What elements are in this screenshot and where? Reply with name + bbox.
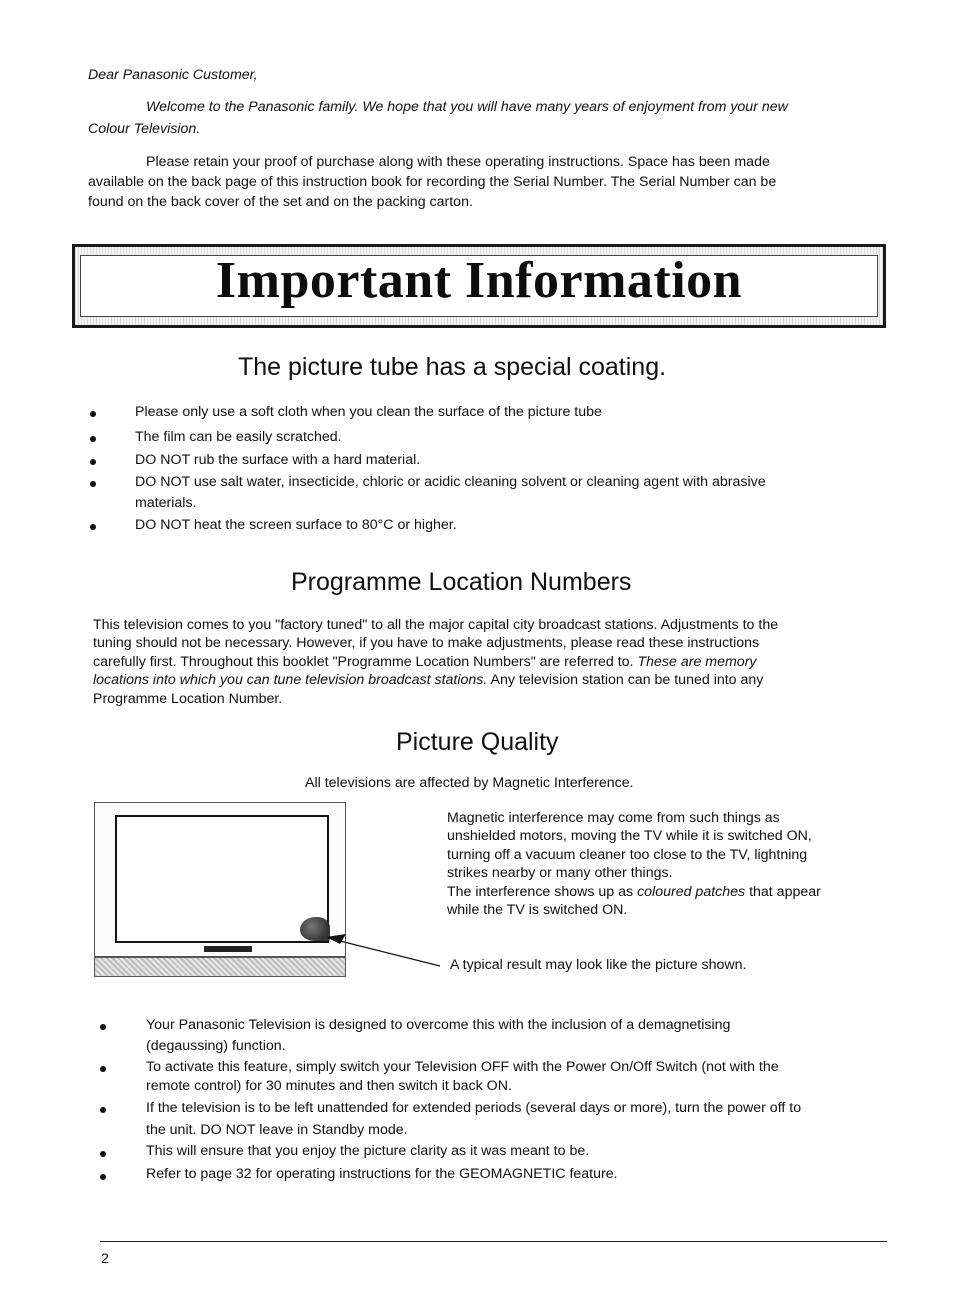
degauss-bullet-3: If the television is to be left unattended for extended periods (several days or more), turn the power off to xyxy=(146,1100,802,1116)
quality-line-5-italic: coloured patches xyxy=(637,884,746,900)
programme-line-3 xyxy=(93,653,757,672)
pointer-arrow xyxy=(300,920,445,970)
programme-line-5: Programme Location Number. xyxy=(93,691,283,707)
degauss-bullet-1-cont: (degaussing) function. xyxy=(146,1038,286,1054)
footer-rule xyxy=(100,1241,887,1242)
banner-title: Important Information xyxy=(215,252,743,309)
bullet-dot xyxy=(100,1107,106,1113)
coating-bullet-5: DO NOT heat the screen surface to 80°C or higher. xyxy=(135,517,457,533)
illustration-caption: A typical result may look like the picture shown. xyxy=(450,957,747,973)
retain-line-3: found on the back cover of the set and on the packing carton. xyxy=(88,194,473,210)
bullet-dot xyxy=(90,411,96,417)
bullet-dot xyxy=(90,481,96,487)
page-number: 2 xyxy=(101,1251,109,1267)
tv-screen xyxy=(115,815,329,943)
degauss-bullet-2-cont: remote control) for 30 minutes and then switch it back ON. xyxy=(146,1078,512,1094)
bullet-dot xyxy=(90,459,96,465)
bullet-dot xyxy=(100,1174,106,1180)
programme-line-3-text: carefully first. Throughout this booklet "Programme Location Numbers" are referred to. xyxy=(93,654,638,670)
greeting: Dear Panasonic Customer, xyxy=(88,67,258,83)
programme-line-3-italic: These are memory xyxy=(637,654,757,670)
programme-line-4-italic: locations into which you can tune television broadcast stations. xyxy=(93,672,488,688)
coating-bullet-1: Please only use a soft cloth when you clean the surface of the picture tube xyxy=(135,404,602,420)
bullet-dot xyxy=(100,1066,106,1072)
bullet-dot xyxy=(100,1024,106,1030)
bullet-dot xyxy=(100,1151,106,1157)
coating-bullet-3: DO NOT rub the surface with a hard material. xyxy=(135,452,421,468)
quality-line-4: strikes nearby or many other things. xyxy=(447,865,673,881)
degauss-bullet-1: Your Panasonic Television is designed to overcome this with the inclusion of a demagnetising xyxy=(146,1017,731,1033)
tv-brand-logo xyxy=(204,946,252,952)
quality-line-1: Magnetic interference may come from such things as xyxy=(447,810,780,826)
welcome-line-1: Welcome to the Panasonic family. We hope that you will have many years of enjoyment from your new xyxy=(146,99,788,115)
degauss-bullet-5: Refer to page 32 for operating instructions for the GEOMAGNETIC feature. xyxy=(146,1166,618,1182)
quality-line-6: while the TV is switched ON. xyxy=(447,902,628,918)
programme-line-4-text: Any television station can be tuned into any xyxy=(487,672,764,688)
coating-heading: The picture tube has a special coating. xyxy=(238,353,667,381)
important-information-banner xyxy=(72,244,886,328)
quality-line-2: unshielded motors, moving the TV while it is switched ON, xyxy=(447,828,812,844)
quality-line-5-end: that appear xyxy=(745,884,821,900)
coating-bullet-4: DO NOT use salt water, insecticide, chloric or acidic cleaning solvent or cleaning agent with abrasive xyxy=(135,474,766,490)
bullet-dot xyxy=(90,436,96,442)
coating-bullet-2: The film can be easily scratched. xyxy=(135,429,342,445)
degauss-bullet-2: To activate this feature, simply switch your Television OFF with the Power On/Off Switch (not with the xyxy=(146,1059,779,1075)
programme-heading: Programme Location Numbers xyxy=(291,568,632,596)
bullet-dot xyxy=(90,524,96,530)
programme-line-2: tuning should not be necessary. However, if you have to make adjustments, please read these instructions xyxy=(93,635,760,651)
degauss-bullet-4: This will ensure that you enjoy the picture clarity as it was meant to be. xyxy=(146,1143,590,1159)
coating-bullet-4-cont: materials. xyxy=(135,495,197,511)
pointer-arrowhead xyxy=(326,934,346,944)
programme-line-1: This television comes to you "factory tuned" to all the major capital city broadcast stations. Adjustments to the xyxy=(93,617,779,633)
programme-line-4 xyxy=(93,671,763,690)
quality-line-3: turning off a vacuum cleaner too close to the TV, lightning xyxy=(447,847,808,863)
quality-line-5 xyxy=(447,883,821,902)
quality-line-5-text: The interference shows up as xyxy=(447,884,638,900)
quality-intro: All televisions are affected by Magnetic Interference. xyxy=(305,775,634,791)
welcome-line-2: Colour Television. xyxy=(88,121,201,137)
retain-line-2: available on the back page of this instruction book for recording the Serial Number. The Serial Number can be xyxy=(88,174,777,190)
quality-heading: Picture Quality xyxy=(396,728,559,756)
retain-line-1: Please retain your proof of purchase along with these operating instructions. Space has been made xyxy=(146,154,770,170)
degauss-bullet-3-cont: the unit. DO NOT leave in Standby mode. xyxy=(146,1122,408,1138)
pointer-line xyxy=(328,938,440,966)
